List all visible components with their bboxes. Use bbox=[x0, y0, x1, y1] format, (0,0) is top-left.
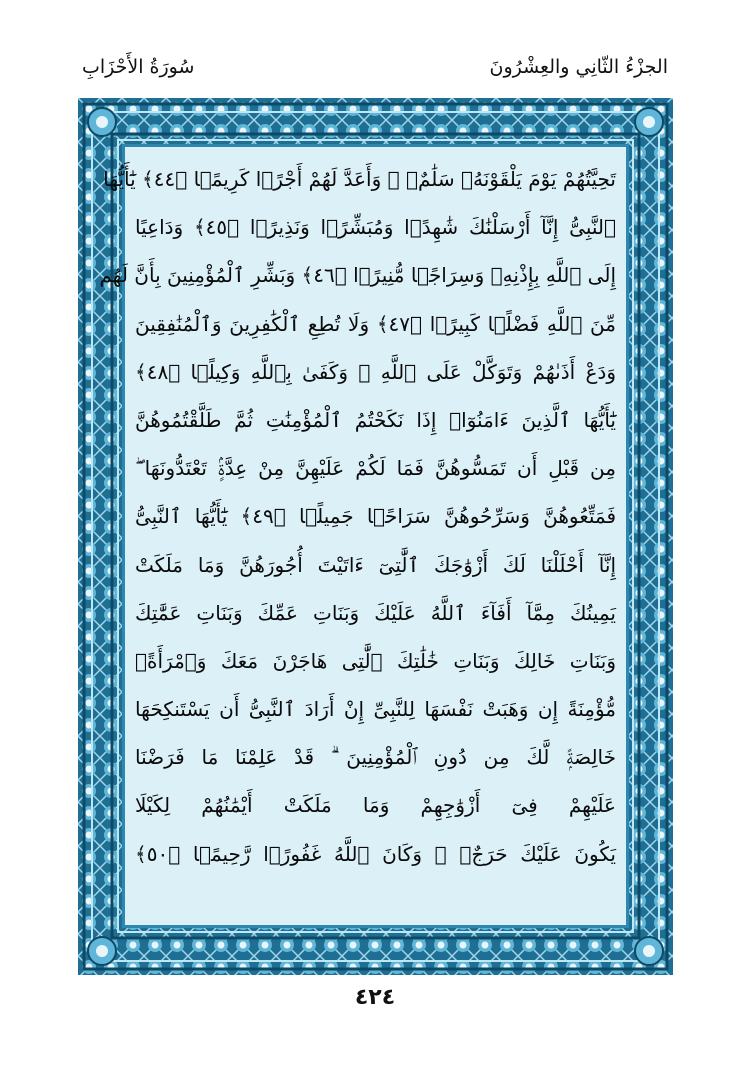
verse-line: مِن قَبْلِ أَن تَمَسُّوهُنَّ فَمَا لَكُمْ عَلَيْهِنَّ مِنْ عِدَّةٍۢ تَعْتَدُّونَهَا ۖ bbox=[135, 456, 616, 481]
verse-line: إِلَى ٱللَّهِ بِإِذْنِهِۦ وَسِرَاجًۭا مُّنِيرًۭا ﴿٤٦﴾ وَبَشِّرِ ٱلْمُؤْمِنِينَ بِأَنَّ لَهُم bbox=[99, 263, 616, 288]
verse-line: وَبَنَاتِ خَالِكَ وَبَنَاتِ خَٰلَٰتِكَ ٱلَّٰتِى هَاجَرْنَ مَعَكَ وَٱمْرَأَةًۭ bbox=[135, 648, 616, 673]
verse-line: يَٰٓأَيُّهَا ٱلَّذِينَ ءَامَنُوٓا۟ إِذَا نَكَحْتُمُ ٱلْمُؤْمِنَٰتِ ثُمَّ طَلَّقْتُمُوهُنَّ bbox=[135, 407, 616, 432]
verse-line: تَحِيَّتُهُمْ يَوْمَ يَلْقَوْنَهُۥ سَلَٰمٌۭ ۚ وَأَعَدَّ لَهُمْ أَجْرًۭا كَرِيمًۭا ﴿٤٤﴾ يَٰٓأَيُّهَا bbox=[103, 167, 616, 191]
verse-line: فَمَتِّعُوهُنَّ وَسَرِّحُوهُنَّ سَرَاحًۭا جَمِيلًۭا ﴿٤٩﴾ يَٰٓأَيُّهَا ٱلنَّبِىُّ bbox=[135, 504, 617, 529]
verse-line: ٱلنَّبِىُّ إِنَّآ أَرْسَلْنَٰكَ شَٰهِدًۭا وَمُبَشِّرًۭا وَنَذِيرًۭا ﴿٤٥﴾ وَدَاعِيًا bbox=[135, 215, 616, 240]
verse-line: مُّؤْمِنَةً إِن وَهَبَتْ نَفْسَهَا لِلنَّبِىِّ إِنْ أَرَادَ ٱلنَّبِىُّ أَن يَسْتَنكِحَهَا bbox=[135, 697, 616, 722]
verse-line: خَالِصَةًۭ لَّكَ مِن دُونِ ٱلْمُؤْمِنِينَ ۗ قَدْ عَلِمْنَا مَا فَرَضْنَا bbox=[135, 745, 616, 770]
verse-line: عَلَيْهِمْ فِىٓ أَزْوَٰجِهِمْ وَمَا مَلَكَتْ أَيْمَٰنُهُمْ لِكَيْلَا bbox=[135, 793, 616, 818]
verse-line: يَمِينُكَ مِمَّآ أَفَآءَ ٱللَّهُ عَلَيْكَ وَبَنَاتِ عَمِّكَ وَبَنَاتِ عَمَّٰتِكَ bbox=[135, 600, 616, 625]
page-number: ٤٢٤ bbox=[354, 985, 396, 1010]
text-panel bbox=[99, 144, 629, 928]
verse-line: يَكُونَ عَلَيْكَ حَرَجٌۭ ۗ وَكَانَ ٱللَّهُ غَفُورًۭا رَّحِيمًۭا ﴿٥٠﴾ bbox=[135, 841, 616, 866]
verse-line: وَدَعْ أَذَىٰهُمْ وَتَوَكَّلْ عَلَى ٱللَّهِ ۚ وَكَفَىٰ بِٱللَّهِ وَكِيلًۭا ﴿٤٨﴾ bbox=[135, 359, 616, 384]
ornamental-frame bbox=[78, 98, 673, 975]
juz-name: الجزْءُ الثّانِي والعِشْرُونَ bbox=[489, 56, 668, 78]
verse-line: مِّنَ ٱللَّهِ فَضْلًۭا كَبِيرًۭا ﴿٤٧﴾ وَلَا تُطِعِ ٱلْكَٰفِرِينَ وَٱلْمُنَٰفِقِينَ bbox=[135, 311, 616, 336]
surah-name: سُورَةُ الأَحْزَابِ bbox=[82, 56, 195, 78]
verse-line: إِنَّآ أَحْلَلْنَا لَكَ أَزْوَٰجَكَ ٱلَّٰتِىٓ ءَاتَيْتَ أُجُورَهُنَّ وَمَا مَلَكَتْ bbox=[135, 552, 616, 577]
page-header bbox=[0, 0, 750, 100]
verse-lines bbox=[99, 155, 617, 878]
